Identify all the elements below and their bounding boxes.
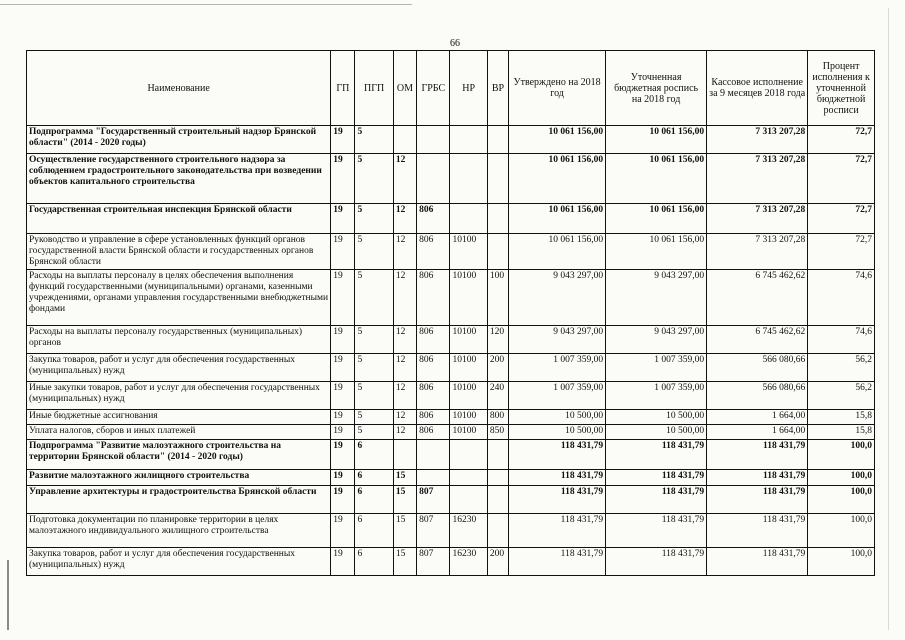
row-vr bbox=[487, 486, 508, 514]
row-cash: 1 664,00 bbox=[707, 410, 808, 425]
row-ppgp: 5 bbox=[355, 126, 393, 154]
row-ppgp: 6 bbox=[355, 440, 393, 470]
row-vr: 850 bbox=[487, 425, 508, 440]
row-refined: 118 431,79 bbox=[606, 514, 707, 548]
row-percent: 74,6 bbox=[808, 326, 875, 354]
row-vr: 800 bbox=[487, 410, 508, 425]
table-row bbox=[27, 425, 875, 440]
row-om: 12 bbox=[393, 382, 416, 410]
row-ppgp: 5 bbox=[355, 204, 393, 234]
row-om: 15 bbox=[393, 486, 416, 514]
row-gp: 19 bbox=[331, 354, 355, 382]
row-gp: 19 bbox=[331, 126, 355, 154]
row-gp: 19 bbox=[331, 470, 355, 486]
table-row bbox=[27, 354, 875, 382]
row-om: 12 bbox=[393, 204, 416, 234]
row-percent: 72,7 bbox=[808, 126, 875, 154]
row-cash: 118 431,79 bbox=[707, 514, 808, 548]
row-vr bbox=[487, 126, 508, 154]
row-refined: 10 500,00 bbox=[606, 425, 707, 440]
row-grbs bbox=[417, 154, 450, 204]
row-ppgp: 5 bbox=[355, 270, 393, 326]
row-gp: 19 bbox=[331, 548, 355, 576]
row-approved: 118 431,79 bbox=[509, 514, 606, 548]
table-row bbox=[27, 440, 875, 470]
row-ppgp: 5 bbox=[355, 382, 393, 410]
row-percent: 100,0 bbox=[808, 548, 875, 576]
row-vr: 200 bbox=[487, 548, 508, 576]
row-om: 12 bbox=[393, 354, 416, 382]
scan-edge-line bbox=[0, 4, 412, 5]
row-gp: 19 bbox=[331, 382, 355, 410]
row-refined: 118 431,79 bbox=[606, 548, 707, 576]
row-percent: 100,0 bbox=[808, 514, 875, 548]
row-approved: 118 431,79 bbox=[509, 440, 606, 470]
row-name: Уплата налогов, сборов и иных платежей bbox=[27, 425, 331, 440]
row-np bbox=[450, 486, 487, 514]
row-cash: 6 745 462,62 bbox=[707, 270, 808, 326]
row-ppgp: 6 bbox=[355, 486, 393, 514]
row-refined: 10 061 156,00 bbox=[606, 234, 707, 270]
row-name: Развитие малоэтажного жилищного строительства bbox=[27, 470, 331, 486]
row-np: 10100 bbox=[450, 270, 487, 326]
row-gp: 19 bbox=[331, 410, 355, 425]
row-om: 12 bbox=[393, 410, 416, 425]
table-row bbox=[27, 234, 875, 270]
row-gp: 19 bbox=[331, 440, 355, 470]
row-name: Управление архитектуры и градостроительства Брянской области bbox=[27, 486, 331, 514]
row-name: Расходы на выплаты персоналу государственных (муниципальных) органов bbox=[27, 326, 331, 354]
row-approved: 118 431,79 bbox=[509, 548, 606, 576]
table-row bbox=[27, 326, 875, 354]
row-approved: 10 061 156,00 bbox=[509, 234, 606, 270]
row-vr bbox=[487, 154, 508, 204]
row-np bbox=[450, 126, 487, 154]
row-vr bbox=[487, 470, 508, 486]
row-approved: 1 007 359,00 bbox=[509, 354, 606, 382]
row-gp: 19 bbox=[331, 154, 355, 204]
row-percent: 72,7 bbox=[808, 204, 875, 234]
row-percent: 15,8 bbox=[808, 410, 875, 425]
row-np: 10100 bbox=[450, 234, 487, 270]
header-grbs: ГРБС bbox=[417, 51, 450, 126]
row-grbs: 807 bbox=[417, 486, 450, 514]
row-ppgp: 5 bbox=[355, 154, 393, 204]
row-approved: 10 061 156,00 bbox=[509, 154, 606, 204]
row-percent: 74,6 bbox=[808, 270, 875, 326]
row-ppgp: 5 bbox=[355, 410, 393, 425]
row-om: 12 bbox=[393, 425, 416, 440]
row-percent: 15,8 bbox=[808, 425, 875, 440]
row-om bbox=[393, 440, 416, 470]
row-cash: 6 745 462,62 bbox=[707, 326, 808, 354]
row-om: 12 bbox=[393, 234, 416, 270]
row-np: 10100 bbox=[450, 410, 487, 425]
row-gp: 19 bbox=[331, 486, 355, 514]
row-name: Руководство и управление в сфере установленных функций органов государственной власти Брянской области и государственных органов Брянской области bbox=[27, 234, 331, 270]
row-om: 12 bbox=[393, 154, 416, 204]
row-vr: 100 bbox=[487, 270, 508, 326]
row-vr: 200 bbox=[487, 354, 508, 382]
row-np bbox=[450, 440, 487, 470]
row-approved: 9 043 297,00 bbox=[509, 270, 606, 326]
row-approved: 1 007 359,00 bbox=[509, 382, 606, 410]
row-refined: 1 007 359,00 bbox=[606, 382, 707, 410]
row-refined: 118 431,79 bbox=[606, 440, 707, 470]
row-refined: 118 431,79 bbox=[606, 486, 707, 514]
header-gp: ГП bbox=[331, 51, 355, 126]
row-grbs: 806 bbox=[417, 382, 450, 410]
row-cash: 118 431,79 bbox=[707, 548, 808, 576]
row-name: Подготовка документации по планировке территории в целях малоэтажного индивидуального жилищного строительства bbox=[27, 514, 331, 548]
table-row bbox=[27, 126, 875, 154]
row-name: Государственная строительная инспекция Брянской области bbox=[27, 204, 331, 234]
row-grbs bbox=[417, 126, 450, 154]
row-grbs: 806 bbox=[417, 204, 450, 234]
row-np: 10100 bbox=[450, 326, 487, 354]
row-percent: 100,0 bbox=[808, 440, 875, 470]
budget-execution-table bbox=[26, 50, 875, 576]
row-om: 12 bbox=[393, 326, 416, 354]
row-ppgp: 6 bbox=[355, 548, 393, 576]
row-name: Расходы на выплаты персоналу в целях обеспечения выполнения функций государственными (муниципальными) органами, казенными учреждениями, органами управления государственными внебюджетными фондами bbox=[27, 270, 331, 326]
row-np bbox=[450, 204, 487, 234]
row-name: Иные закупки товаров, работ и услуг для обеспечения государственных (муниципальных) нужд bbox=[27, 382, 331, 410]
row-cash: 566 080,66 bbox=[707, 382, 808, 410]
row-percent: 56,2 bbox=[808, 354, 875, 382]
row-percent: 72,7 bbox=[808, 234, 875, 270]
row-percent: 56,2 bbox=[808, 382, 875, 410]
row-cash: 118 431,79 bbox=[707, 486, 808, 514]
table-row bbox=[27, 514, 875, 548]
row-gp: 19 bbox=[331, 326, 355, 354]
row-gp: 19 bbox=[331, 234, 355, 270]
row-grbs bbox=[417, 470, 450, 486]
row-approved: 10 061 156,00 bbox=[509, 126, 606, 154]
row-name: Подпрограмма "Государственный строительный надзор Брянской области" (2014 - 2020 годы) bbox=[27, 126, 331, 154]
row-gp: 19 bbox=[331, 514, 355, 548]
row-gp: 19 bbox=[331, 425, 355, 440]
row-np: 10100 bbox=[450, 354, 487, 382]
row-np bbox=[450, 154, 487, 204]
row-approved: 9 043 297,00 bbox=[509, 326, 606, 354]
row-om bbox=[393, 126, 416, 154]
header-om: ОМ bbox=[393, 51, 416, 126]
row-vr bbox=[487, 234, 508, 270]
header-np: НР bbox=[450, 51, 487, 126]
page-number: 66 bbox=[450, 38, 460, 49]
row-approved: 10 500,00 bbox=[509, 425, 606, 440]
row-np: 16230 bbox=[450, 514, 487, 548]
row-cash: 118 431,79 bbox=[707, 440, 808, 470]
header-percent: Процент исполнения к уточненной бюджетной росписи bbox=[808, 51, 875, 126]
table-row bbox=[27, 548, 875, 576]
table-row bbox=[27, 204, 875, 234]
row-name: Закупка товаров, работ и услуг для обеспечения государственных (муниципальных) нужд bbox=[27, 548, 331, 576]
row-cash: 566 080,66 bbox=[707, 354, 808, 382]
row-ppgp: 5 bbox=[355, 234, 393, 270]
row-cash: 7 313 207,28 bbox=[707, 234, 808, 270]
row-grbs: 807 bbox=[417, 548, 450, 576]
row-percent: 72,7 bbox=[808, 154, 875, 204]
header-vr: ВР bbox=[487, 51, 508, 126]
row-percent: 100,0 bbox=[808, 470, 875, 486]
row-ppgp: 5 bbox=[355, 326, 393, 354]
row-approved: 118 431,79 bbox=[509, 486, 606, 514]
header-approved: Утверждено на 2018 год bbox=[509, 51, 606, 126]
row-name: Иные бюджетные ассигнования bbox=[27, 410, 331, 425]
row-cash: 7 313 207,28 bbox=[707, 204, 808, 234]
table-row bbox=[27, 410, 875, 425]
row-grbs: 806 bbox=[417, 425, 450, 440]
header-name: Наименование bbox=[27, 51, 331, 126]
row-vr bbox=[487, 514, 508, 548]
header-cash: Кассовое исполнение за 9 месяцев 2018 года bbox=[707, 51, 808, 126]
row-om: 12 bbox=[393, 270, 416, 326]
header-refined: Уточненная бюджетная роспись на 2018 год bbox=[606, 51, 707, 126]
table-row bbox=[27, 154, 875, 204]
row-refined: 10 061 156,00 bbox=[606, 204, 707, 234]
row-np: 10100 bbox=[450, 425, 487, 440]
row-grbs: 806 bbox=[417, 354, 450, 382]
header-ppgp: ПГП bbox=[355, 51, 393, 126]
row-ppgp: 6 bbox=[355, 470, 393, 486]
table-row bbox=[27, 486, 875, 514]
row-grbs: 806 bbox=[417, 270, 450, 326]
row-ppgp: 5 bbox=[355, 354, 393, 382]
row-cash: 118 431,79 bbox=[707, 470, 808, 486]
row-name: Осуществление государственного строительного надзора за соблюдением градостроительного законодательства при возведении объектов капитального строительства bbox=[27, 154, 331, 204]
row-cash: 7 313 207,28 bbox=[707, 126, 808, 154]
row-grbs: 806 bbox=[417, 234, 450, 270]
table-header-row bbox=[27, 51, 875, 126]
row-np bbox=[450, 470, 487, 486]
row-vr bbox=[487, 440, 508, 470]
row-om: 15 bbox=[393, 470, 416, 486]
row-grbs bbox=[417, 440, 450, 470]
row-np: 10100 bbox=[450, 382, 487, 410]
row-vr bbox=[487, 204, 508, 234]
scan-edge-line bbox=[7, 560, 9, 630]
row-refined: 9 043 297,00 bbox=[606, 270, 707, 326]
row-ppgp: 5 bbox=[355, 425, 393, 440]
row-refined: 118 431,79 bbox=[606, 470, 707, 486]
row-approved: 118 431,79 bbox=[509, 470, 606, 486]
row-cash: 1 664,00 bbox=[707, 425, 808, 440]
table-row bbox=[27, 470, 875, 486]
row-approved: 10 061 156,00 bbox=[509, 204, 606, 234]
row-vr: 240 bbox=[487, 382, 508, 410]
table-row bbox=[27, 382, 875, 410]
row-refined: 10 061 156,00 bbox=[606, 126, 707, 154]
row-grbs: 807 bbox=[417, 514, 450, 548]
row-approved: 10 500,00 bbox=[509, 410, 606, 425]
row-om: 15 bbox=[393, 548, 416, 576]
row-grbs: 806 bbox=[417, 326, 450, 354]
row-name: Подпрограмма "Развитие малоэтажного строительства на территории Брянской области" (2014 - 2020 годы) bbox=[27, 440, 331, 470]
row-ppgp: 6 bbox=[355, 514, 393, 548]
row-refined: 10 061 156,00 bbox=[606, 154, 707, 204]
table-row bbox=[27, 270, 875, 326]
row-refined: 1 007 359,00 bbox=[606, 354, 707, 382]
row-refined: 9 043 297,00 bbox=[606, 326, 707, 354]
row-grbs: 806 bbox=[417, 410, 450, 425]
row-np: 16230 bbox=[450, 548, 487, 576]
row-name: Закупка товаров, работ и услуг для обеспечения государственных (муниципальных) нужд bbox=[27, 354, 331, 382]
row-refined: 10 500,00 bbox=[606, 410, 707, 425]
row-om: 15 bbox=[393, 514, 416, 548]
row-gp: 19 bbox=[331, 204, 355, 234]
row-percent: 100,0 bbox=[808, 486, 875, 514]
scan-edge-line bbox=[888, 8, 889, 630]
row-gp: 19 bbox=[331, 270, 355, 326]
row-cash: 7 313 207,28 bbox=[707, 154, 808, 204]
row-vr: 120 bbox=[487, 326, 508, 354]
